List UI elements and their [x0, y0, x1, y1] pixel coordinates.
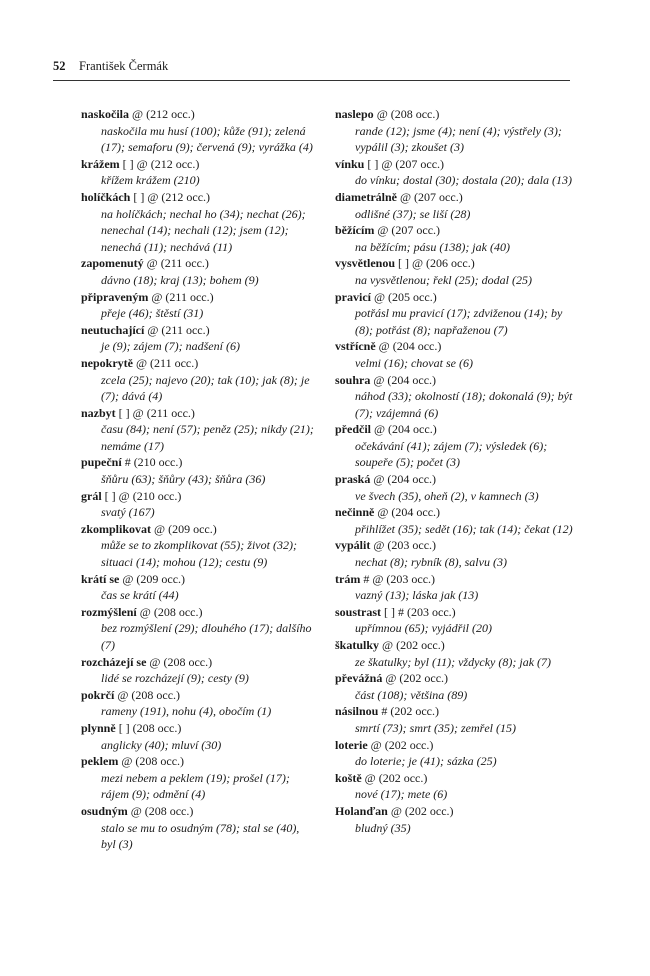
entry-headline	[81, 322, 315, 339]
frequency-info: [ ] @ (206 occ.)	[395, 256, 475, 271]
entry-headline	[335, 372, 575, 389]
collocations: rameny (191), nohu (4), obočím (1)	[101, 704, 272, 719]
headword: rozmýšlení	[81, 604, 137, 619]
dictionary-entry	[81, 687, 315, 720]
headword: převážná	[335, 671, 383, 686]
headword: trám	[335, 571, 361, 586]
frequency-info: # (210 occ.)	[121, 455, 183, 470]
dictionary-entry	[81, 106, 315, 156]
collocations: mezi nebem a peklem (19); prošel (17); rájem (9); odmění (4)	[101, 770, 290, 802]
frequency-info: @ (209 occ.)	[151, 521, 217, 536]
running-author: František Čermák	[79, 59, 169, 73]
dictionary-entry	[335, 255, 575, 288]
entry-headline	[81, 803, 315, 820]
dictionary-entry	[81, 604, 315, 654]
collocations: na holíčkách; nechal ho (34); nechat (26); nenechal (14); nechali (12); jsem (12); nenechá (11); nechává (11)	[101, 206, 306, 254]
frequency-info: @ (204 occ.)	[370, 372, 437, 387]
dictionary-entry	[335, 770, 575, 803]
headword: vysvětlenou	[335, 256, 395, 271]
frequency-info: @ (204 occ.)	[370, 472, 437, 487]
collocations: upřímnou (65); vyjádřil (20)	[355, 621, 492, 636]
headword: loterie	[335, 737, 368, 752]
frequency-info: @ (207 occ.)	[374, 223, 441, 238]
frequency-info: @ (202 occ.)	[387, 803, 454, 818]
frequency-info: @ (208 occ.)	[114, 687, 181, 702]
headword: zkomplikovat	[81, 521, 152, 536]
entry-headline	[335, 189, 575, 206]
collocations: očekávání (41); zájem (7); výsledek (6); soupeře (5); počet (3)	[355, 438, 548, 470]
collocations: přihlížet (35); sedět (16); tak (14); čekat (12)	[355, 521, 573, 536]
frequency-info: @ (202 occ.)	[367, 737, 434, 752]
entry-headline	[81, 521, 315, 538]
headword: diametrálně	[335, 189, 397, 204]
collocations: dávno (18); kraj (13); bohem (9)	[101, 272, 259, 287]
frequency-info: @ (208 occ.)	[127, 803, 194, 818]
collocations: na vysvětlenou; řekl (25); dodal (25)	[355, 272, 532, 287]
headword: běžícím	[335, 223, 375, 238]
collocations: náhod (33); okolností (18); dokonalá (9); být (7); vzájemná (6)	[355, 389, 573, 420]
entry-headline	[335, 670, 575, 687]
headword: nepokrytě	[81, 355, 133, 370]
dictionary-entry	[335, 289, 575, 339]
frequency-info: @ (208 occ.)	[118, 754, 185, 769]
entry-headline	[335, 537, 575, 554]
collocations: anglicky (40); mluví (30)	[101, 737, 222, 752]
entry-headline	[81, 604, 315, 621]
headword: škatulky	[335, 638, 380, 652]
dictionary-entry	[335, 637, 575, 670]
collocations: vazný (13); láska jak (13)	[355, 588, 479, 603]
frequency-info: [ ] @ (207 occ.)	[364, 156, 445, 171]
dictionary-entry	[81, 654, 315, 687]
headword: grál	[81, 488, 102, 503]
entry-headline	[81, 454, 315, 471]
entry-headline	[81, 355, 315, 372]
entry-headline	[335, 106, 575, 123]
left-column	[81, 106, 315, 853]
collocations: nové (17); mete (6)	[355, 787, 448, 802]
frequency-info: [ ] @ (212 occ.)	[119, 156, 200, 171]
entry-headline	[81, 255, 315, 272]
frequency-info: @ (208 occ.)	[373, 107, 440, 121]
entry-headline	[335, 338, 575, 355]
entry-headline	[335, 604, 575, 621]
dictionary-entry	[81, 571, 315, 604]
dictionary-entry	[81, 156, 315, 189]
frequency-info: @ (203 occ.)	[370, 538, 437, 553]
frequency-info: @ (211 occ.)	[148, 289, 214, 304]
entry-headline	[81, 687, 315, 704]
collocations: na běžícím; pásu (138); jak (40)	[355, 239, 510, 254]
headword: vstřícně	[335, 339, 376, 354]
collocations: do loterie; je (41); sázka (25)	[355, 754, 497, 769]
collocations: naskočila mu husí (100); kůže (91); zelená (17); semaforu (9); červená (9); vyrážka (4)	[101, 123, 313, 155]
entry-headline	[335, 770, 575, 787]
dictionary-entry	[335, 670, 575, 703]
dictionary-entry	[335, 737, 575, 770]
headword: souhra	[335, 372, 371, 387]
entry-headline	[335, 471, 575, 488]
dictionary-entry	[335, 421, 575, 471]
frequency-info: @ (205 occ.)	[371, 289, 437, 304]
entry-headline	[335, 737, 575, 754]
entry-headline	[81, 654, 315, 671]
entry-headline	[335, 571, 575, 588]
dictionary-entry	[335, 803, 575, 836]
entry-headline	[81, 405, 315, 422]
frequency-info: @ (209 occ.)	[119, 571, 186, 586]
entry-headline	[335, 703, 575, 720]
headword: předčil	[335, 422, 371, 437]
dictionary-entry	[335, 372, 575, 422]
entry-headline	[335, 637, 575, 654]
collocations: přeje (46); štěstí (31)	[101, 306, 204, 321]
collocations: času (84); není (57); peněz (25); nikdy (21); nemáme (17)	[101, 422, 314, 453]
page-number: 52	[53, 59, 66, 73]
frequency-info: @ (204 occ.)	[371, 422, 437, 437]
frequency-info: @ (208 occ.)	[146, 654, 213, 669]
collocations: svatý (167)	[101, 505, 155, 520]
headword: koště	[335, 770, 362, 785]
entry-headline	[335, 156, 575, 173]
collocations: rande (12); jsme (4); není (4); výstřely (3); vypálil (3); zkoušet (3)	[355, 123, 562, 155]
collocations: odlišné (37); se liší (28)	[355, 206, 471, 221]
headword: násilnou	[335, 704, 379, 719]
frequency-info: [ ] (208 occ.)	[115, 720, 182, 735]
collocations: šňůru (63); šňůry (43); šňůra (36)	[101, 472, 266, 487]
headword: nečinně	[335, 505, 375, 520]
entry-headline	[335, 255, 575, 272]
headword: soustrast	[335, 604, 382, 619]
dictionary-entry	[335, 106, 575, 156]
dictionary-entry	[335, 471, 575, 504]
frequency-info: [ ] # (203 occ.)	[381, 604, 456, 619]
dictionary-entry	[81, 255, 315, 288]
headword: vypálit	[335, 538, 371, 553]
frequency-info: @ (211 occ.)	[144, 322, 210, 337]
frequency-info: @ (202 occ.)	[361, 770, 428, 785]
collocations: velmi (16); chovat se (6)	[355, 355, 473, 370]
frequency-info: @ (212 occ.)	[129, 107, 195, 121]
headword: zapomenutý	[81, 256, 144, 271]
frequency-info: @ (202 occ.)	[379, 638, 445, 652]
frequency-info: @ (211 occ.)	[133, 355, 199, 370]
collocations: potřásl mu pravicí (17); zdviženou (14); by (8); potřást (8); napřaženou (7)	[355, 306, 563, 337]
dictionary-entry	[81, 355, 315, 405]
dictionary-entry	[81, 405, 315, 455]
dictionary-entry	[81, 454, 315, 487]
dictionary-entry	[81, 488, 315, 521]
dictionary-entry	[335, 703, 575, 736]
headword: pupeční	[81, 455, 122, 470]
headword: osudným	[81, 803, 128, 818]
collocations: může se to zkomplikovat (55); život (32); situaci (14); mohou (12); cestu (9)	[101, 538, 297, 570]
dictionary-entry	[335, 604, 575, 637]
collocations: stalo se mu to osudným (78); stal se (40), byl (3)	[101, 820, 300, 852]
headword: praská	[335, 472, 371, 487]
frequency-info: [ ] @ (212 occ.)	[130, 189, 211, 204]
dictionary-entry	[335, 537, 575, 570]
entry-headline	[81, 106, 315, 123]
dictionary-entry	[81, 289, 315, 322]
entry-headline	[81, 753, 315, 770]
frequency-info: @ (208 occ.)	[136, 604, 203, 619]
frequency-info: [ ] @ (211 occ.)	[115, 405, 195, 420]
headword: Holanďan	[335, 803, 388, 818]
collocations: ze škatulky; byl (11); vždycky (8); jak (7)	[355, 654, 552, 669]
collocations: čas se krátí (44)	[101, 588, 179, 603]
headword: vínku	[335, 156, 365, 171]
frequency-info: @ (202 occ.)	[382, 671, 449, 686]
right-column	[335, 106, 575, 836]
headword: nazbyt	[81, 405, 116, 420]
running-header	[53, 56, 570, 81]
dictionary-entry	[81, 803, 315, 853]
collocations: část (108); většina (89)	[355, 687, 468, 702]
entry-headline	[81, 156, 315, 173]
entry-headline	[335, 222, 575, 239]
frequency-info: @ (204 occ.)	[375, 339, 442, 354]
collocations: lidé se rozcházejí (9); cesty (9)	[101, 671, 249, 686]
collocations: bludný (35)	[355, 820, 411, 835]
headword: rozcházejí se	[81, 654, 147, 669]
dictionary-entry	[335, 189, 575, 222]
headword: pravicí	[335, 289, 371, 304]
entry-headline	[81, 289, 315, 306]
collocations: do vínku; dostal (30); dostala (20); dala (13)	[355, 173, 572, 188]
dictionary-entry	[335, 571, 575, 604]
entry-headline	[335, 289, 575, 306]
dictionary-entry	[81, 753, 315, 803]
entry-headline	[335, 421, 575, 438]
headword: naskočila	[81, 107, 130, 121]
frequency-info: [ ] @ (210 occ.)	[101, 488, 182, 503]
entry-headline	[81, 571, 315, 588]
dictionary-entry	[335, 504, 575, 537]
collocations: smrtí (73); smrt (35); zemřel (15)	[355, 720, 516, 735]
headword: krážem	[81, 156, 120, 171]
frequency-info: @ (204 occ.)	[374, 505, 441, 520]
dictionary-entry	[81, 322, 315, 355]
headword: naslepo	[335, 107, 374, 121]
entry-headline	[81, 189, 315, 206]
collocations: zcela (25); najevo (20); tak (10); jak (8); je (7); dává (4)	[101, 372, 310, 404]
dictionary-entry	[335, 156, 575, 189]
headword: holíčkách	[81, 189, 131, 204]
collocations: křížem krážem (210)	[101, 173, 200, 188]
collocations: je (9); zájem (7); nadšení (6)	[101, 339, 240, 354]
collocations: nechat (8); rybník (8), salvu (3)	[355, 555, 507, 570]
entry-headline	[335, 504, 575, 521]
frequency-info: # (202 occ.)	[378, 704, 440, 719]
headword: plynně	[81, 720, 116, 735]
dictionary-entry	[335, 222, 575, 255]
headword: připraveným	[81, 289, 149, 304]
headword: pokrčí	[81, 687, 115, 702]
entry-headline	[81, 720, 315, 737]
headword: krátí se	[81, 571, 120, 586]
dictionary-entry	[335, 338, 575, 371]
entry-headline	[81, 488, 315, 505]
frequency-info: # @ (203 occ.)	[360, 571, 436, 586]
entry-headline	[335, 803, 575, 820]
dictionary-entry	[81, 189, 315, 255]
frequency-info: @ (211 occ.)	[143, 256, 209, 271]
collocations: bez rozmýšlení (29); dlouhého (17); dalšího (7)	[101, 621, 312, 652]
dictionary-entry	[81, 521, 315, 571]
collocations: ve švech (35), oheň (2), v kamnech (3)	[355, 488, 539, 503]
headword: neutuchající	[81, 322, 145, 337]
headword: peklem	[81, 754, 119, 769]
frequency-info: @ (207 occ.)	[397, 189, 463, 204]
dictionary-entry	[81, 720, 315, 753]
